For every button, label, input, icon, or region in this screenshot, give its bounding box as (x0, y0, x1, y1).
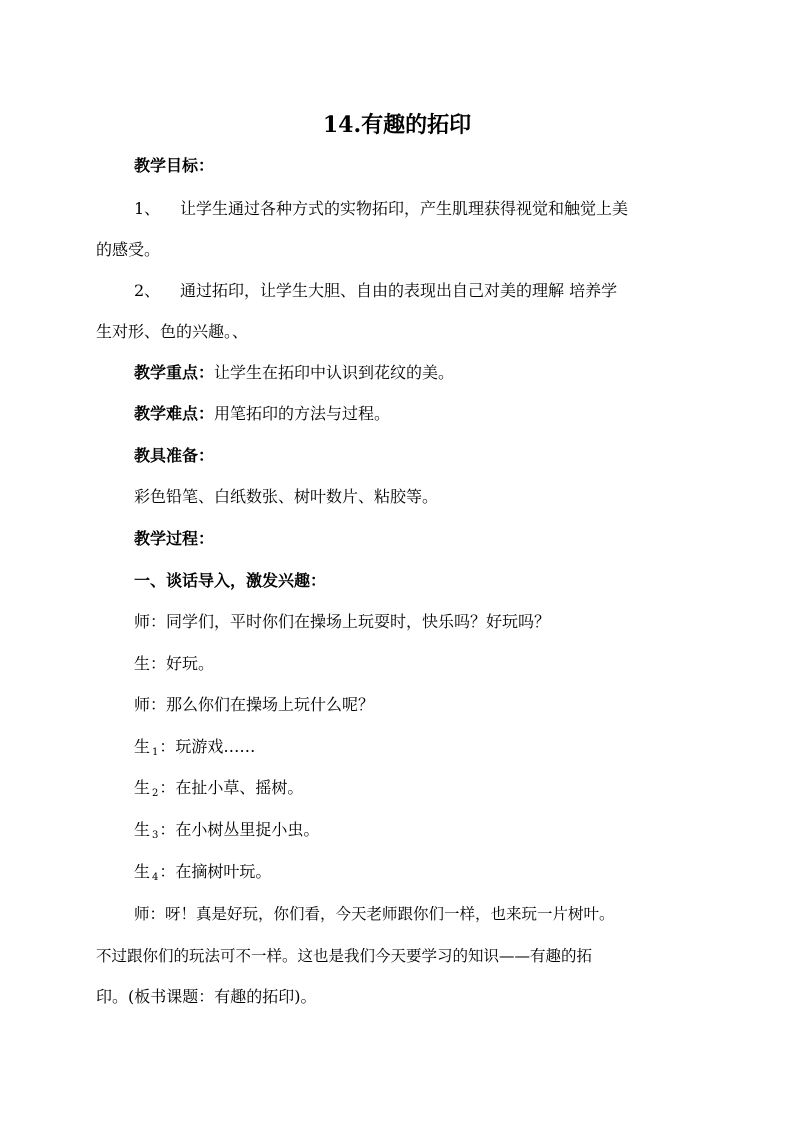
difficulty-text: 用笔拓印的方法与过程。 (214, 404, 391, 423)
speaker: 师 (134, 695, 151, 714)
key-point-line (134, 363, 454, 383)
difficulty-label: 教学难点： (134, 404, 215, 423)
dialogue-line (134, 778, 303, 804)
speaker: 生 (134, 778, 151, 797)
dialogue-line (134, 820, 319, 846)
closing-paragraph-line-2: 不过跟你们的玩法可不一样。这也是我们今天要学习的知识——有趣的拓 (96, 947, 593, 965)
dialogue-line (134, 695, 374, 715)
utterance: ：在摘树叶玩。 (159, 862, 272, 881)
speaker: 师 (134, 612, 151, 631)
goal-2-text: 通过拓印，让学生大胆、自由的表现出自己对美的理解 培养学 (180, 281, 618, 300)
utterance: ：同学们，平时你们在操场上玩耍时，快乐吗？好玩吗？ (150, 612, 551, 631)
section-1-heading: 一、谈话导入，激发兴趣： (134, 571, 327, 590)
document-title: 14.有趣的拓印 (322, 112, 472, 138)
speaker: 生 (134, 820, 151, 839)
materials-text: 彩色铅笔、白纸数张、树叶数片、粘胶等。 (134, 487, 439, 506)
speaker: 生 (134, 862, 151, 881)
closing-paragraph-line-1: 师：呀！真是好玩，你们看，今天老师跟你们一样，也来玩一片树叶。 (134, 905, 615, 923)
speaker-subscript: 1 (152, 747, 159, 758)
speaker: 生 (134, 737, 151, 756)
dialogue-line (134, 737, 255, 763)
speaker-subscript: 2 (152, 788, 159, 799)
goal-1-text: 让学生通过各种方式的实物拓印，产生肌理获得视觉和触觉上美 (180, 199, 629, 218)
utterance: ：在小树丛里捉小虫。 (159, 820, 320, 839)
closing-paragraph-line-3: 印。(板书课题：有趣的拓印)。 (96, 987, 317, 1006)
goal-2-number: 2、 (134, 281, 161, 300)
key-point-text: 让学生在拓印中认识到花纹的美。 (214, 363, 455, 382)
goal-1-number: 1、 (134, 199, 161, 218)
dialogue-line (134, 862, 271, 888)
process-heading: 教学过程： (134, 529, 215, 548)
utterance: ：在扯小草、摇树。 (159, 778, 304, 797)
goals-heading: 教学目标： (134, 156, 215, 175)
dialogue-line (134, 612, 550, 632)
key-point-label: 教学重点： (134, 363, 215, 382)
speaker-subscript: 3 (152, 830, 159, 841)
goal-2-continuation: 生对形、色的兴趣。、 (96, 322, 249, 341)
utterance: ：玩游戏…… (159, 737, 256, 756)
utterance: ：好玩。 (150, 654, 215, 673)
difficulty-line (134, 404, 390, 424)
speaker-subscript: 4 (152, 872, 159, 883)
utterance: ：那么你们在操场上玩什么呢？ (150, 695, 375, 714)
speaker: 生 (134, 654, 151, 673)
dialogue-line (134, 654, 214, 674)
goal-1-continuation: 的感受。 (96, 240, 161, 259)
materials-heading: 教具准备： (134, 446, 215, 465)
